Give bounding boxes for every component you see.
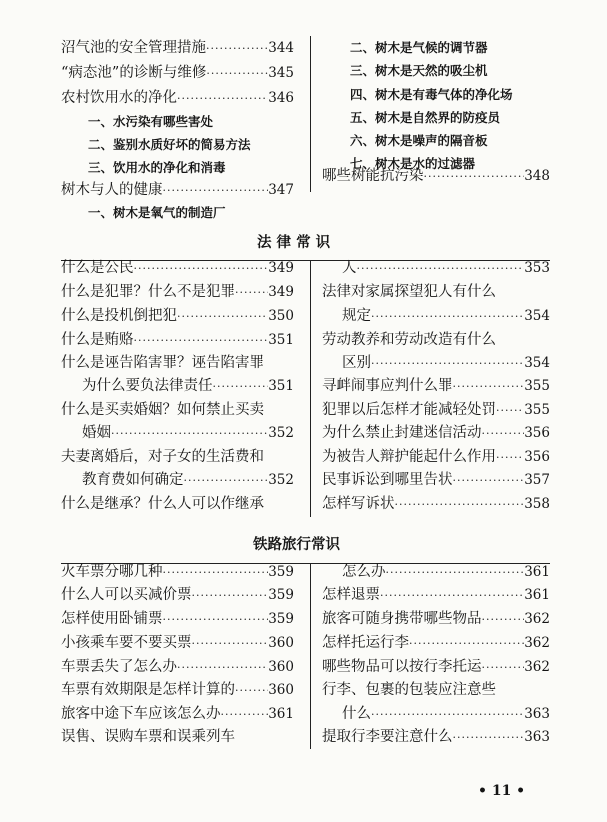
entry-title: 规定 [342, 308, 371, 324]
leader-dots [453, 376, 525, 398]
entry-title: 民事诉讼到哪里告状 [322, 472, 453, 488]
leader-dots [134, 330, 269, 352]
section-title-railway: 铁路旅行常识 [253, 537, 340, 553]
page-folio: • 11 • [478, 783, 526, 799]
entry-title: 五、树木是自然界的防疫员 [350, 110, 501, 125]
page-number: 351 [268, 332, 294, 348]
entry-title: 什么是贿赂 [61, 332, 134, 348]
toc-subentry[interactable] [350, 60, 488, 82]
page-number: 360 [268, 635, 294, 651]
entry-title: 三、树木是天然的吸尘机 [350, 63, 488, 78]
toc-entry[interactable] [61, 584, 294, 606]
page-number: 349 [268, 284, 294, 300]
toc-entry[interactable] [61, 608, 294, 630]
entry-title: 什么是投机倒把犯 [61, 308, 177, 324]
toc-entry-continued[interactable] [342, 305, 550, 327]
entry-title: 农村饮用水的净化 [61, 90, 177, 106]
entry-title: 婚姻 [82, 425, 111, 441]
entry-title: 误售、误购车票和误乘列车 [61, 729, 235, 745]
entry-title: 火车票分哪几种 [61, 564, 163, 580]
page-number: 354 [524, 308, 550, 324]
leader-dots [482, 657, 525, 679]
leader-dots [177, 657, 268, 679]
page-number: 348 [524, 168, 550, 184]
toc-entry[interactable] [61, 656, 294, 678]
toc-entry[interactable] [61, 399, 264, 421]
page-number: 356 [524, 425, 550, 441]
page-number: 357 [524, 472, 550, 488]
toc-subentry[interactable] [88, 111, 213, 133]
leader-dots [371, 306, 524, 328]
page-number: 359 [268, 611, 294, 627]
entry-title: 哪些树能抗污染 [322, 168, 424, 184]
toc-entry-continued[interactable] [82, 469, 294, 491]
toc-entry[interactable] [322, 679, 496, 701]
entry-title: 哪些物品可以按行李托运 [322, 659, 482, 675]
toc-entry[interactable] [322, 281, 496, 303]
leader-dots [235, 282, 268, 304]
entry-title: 为被告人辩护能起什么作用 [322, 449, 496, 465]
entry-title: 旅客中途下车应该怎么办 [61, 706, 221, 722]
toc-subentry[interactable] [88, 202, 226, 224]
page-number: 361 [524, 587, 550, 603]
leader-dots [482, 423, 525, 445]
entry-title: 怎么办 [342, 564, 386, 580]
leader-dots [192, 633, 269, 655]
page-number: 346 [268, 90, 294, 106]
entry-title: 一、树木是氧气的制造厂 [88, 205, 226, 220]
leader-dots [371, 704, 524, 726]
page-number: 352 [268, 472, 294, 488]
toc-entry[interactable] [322, 329, 496, 351]
entry-title: 提取行李要注意什么 [322, 729, 453, 745]
toc-entry[interactable] [61, 329, 294, 351]
page-number: 344 [268, 40, 294, 56]
page-number: 359 [268, 564, 294, 580]
toc-entry[interactable] [322, 656, 550, 678]
leader-dots [482, 609, 525, 631]
toc-entry[interactable] [322, 399, 550, 421]
leader-dots [163, 609, 269, 631]
leader-dots [380, 585, 524, 607]
toc-subentry[interactable] [350, 37, 488, 59]
leader-dots [206, 63, 268, 85]
leader-dots [163, 562, 269, 584]
toc-subentry[interactable] [350, 130, 488, 152]
entry-title: 寻衅闹事应判什么罪 [322, 378, 453, 394]
leader-dots [184, 470, 269, 492]
toc-entry[interactable] [322, 422, 550, 444]
entry-title: 小孩乘车要不要买票 [61, 635, 192, 651]
entry-title: 树木与人的健康 [61, 182, 163, 198]
entry-title: 什么是买卖婚姻？如何禁止买卖 [61, 402, 264, 418]
page-number: 362 [524, 635, 550, 651]
toc-entry-continued[interactable] [342, 257, 550, 279]
entry-title: 行李、包裹的包装应注意些 [322, 682, 496, 698]
entry-title: 什么是诬告陷害罪？诬告陷害罪 [61, 355, 264, 371]
entry-title: 沼气池的安全管理措施 [61, 40, 206, 56]
leader-dots [235, 680, 268, 702]
toc-entry[interactable] [322, 493, 550, 515]
leader-dots [163, 180, 269, 202]
toc-entry[interactable] [61, 305, 294, 327]
leader-dots [453, 470, 525, 492]
toc-entry[interactable] [322, 469, 550, 491]
page-number: 363 [524, 706, 550, 722]
toc-entry[interactable] [61, 726, 235, 748]
toc-entry[interactable] [61, 446, 264, 468]
toc-entry[interactable] [61, 679, 294, 701]
entry-title: 教育费如何确定 [82, 472, 184, 488]
toc-subentry[interactable] [350, 84, 513, 106]
page-number: 358 [524, 496, 550, 512]
page-number: 363 [524, 729, 550, 745]
entry-title: 什么是犯罪？什么不是犯罪 [61, 284, 235, 300]
entry-title: 车票丢失了怎么办 [61, 659, 177, 675]
entry-title: 怎样使用卧铺票 [61, 611, 163, 627]
page-number: 355 [524, 402, 550, 418]
toc-entry[interactable] [61, 62, 294, 84]
leader-dots [409, 633, 524, 655]
page-number: 355 [524, 378, 550, 394]
entry-title: 夫妻离婚后，对子女的生活费和 [61, 449, 264, 465]
entry-title: 为什么禁止封建迷信活动 [322, 425, 482, 441]
leader-dots [192, 585, 269, 607]
leader-dots [111, 423, 268, 445]
entry-title: 什么 [342, 706, 371, 722]
toc-entry[interactable] [61, 352, 264, 374]
leader-dots [177, 306, 268, 328]
leader-dots [386, 562, 525, 584]
leader-dots [496, 447, 524, 469]
toc-entry[interactable] [322, 375, 550, 397]
toc-entry-continued[interactable] [342, 352, 550, 374]
leader-dots [213, 376, 269, 398]
leader-dots [371, 353, 524, 375]
page-number: 361 [268, 706, 294, 722]
toc-entry[interactable] [322, 584, 550, 606]
page-number: 350 [268, 308, 294, 324]
entry-title: 什么是继承？什么人可以作继承 [61, 496, 264, 512]
toc-entry[interactable] [61, 179, 294, 201]
leader-dots [357, 258, 525, 280]
section-title-law: 法 律 常 识 [257, 235, 331, 251]
toc-entry[interactable] [322, 608, 550, 630]
toc-entry[interactable] [322, 446, 550, 468]
toc-entry[interactable] [61, 257, 294, 279]
page-number: 347 [268, 182, 294, 198]
toc-entry[interactable] [61, 37, 294, 59]
column-divider [310, 260, 311, 517]
entry-title: 犯罪以后怎样才能减轻处罚 [322, 402, 496, 418]
leader-dots [134, 258, 269, 280]
page-number: 349 [268, 260, 294, 276]
page-number: 362 [524, 659, 550, 675]
entry-title: 七、树木是水的过滤器 [350, 156, 476, 171]
column-divider [310, 36, 311, 192]
entry-title: 什么是公民 [61, 260, 134, 276]
entry-title: 怎样写诉状 [322, 496, 395, 512]
toc-entry[interactable] [61, 632, 294, 654]
entry-title: 车票有效期限是怎样计算的 [61, 682, 235, 698]
page-number: 362 [524, 611, 550, 627]
entry-title: 劳动教养和劳动改造有什么 [322, 332, 496, 348]
toc-entry-continued[interactable] [342, 703, 550, 725]
entry-title: 四、树木是有毒气体的净化场 [350, 87, 513, 102]
page-number: 360 [268, 682, 294, 698]
entry-title: 一、水污染有哪些害处 [88, 114, 214, 129]
leader-dots [395, 494, 525, 516]
entry-title: 怎样托运行李 [322, 635, 409, 651]
toc-subentry[interactable] [350, 107, 500, 129]
entry-title: 为什么要负法律责任 [82, 378, 213, 394]
entry-title: “病态池”的诊断与维修 [61, 65, 207, 81]
toc-entry[interactable] [61, 561, 294, 583]
page-number: 356 [524, 449, 550, 465]
page-number: 361 [524, 564, 550, 580]
page-number: 359 [268, 587, 294, 603]
leader-dots [496, 400, 524, 422]
entry-title: 二、树木是气候的调节器 [350, 40, 488, 55]
leader-dots [206, 38, 268, 60]
page-number: 351 [268, 378, 294, 394]
page-number: 353 [524, 260, 550, 276]
entry-title: 六、树木是噪声的隔音板 [350, 133, 488, 148]
toc-entry[interactable] [61, 87, 294, 109]
entry-title: 二、鉴别水质好坏的简易方法 [88, 137, 251, 152]
toc-entry[interactable] [322, 726, 550, 748]
toc-entry[interactable] [61, 703, 294, 725]
leader-dots [221, 704, 269, 726]
toc-entry-continued[interactable] [342, 561, 550, 583]
entry-title: 人 [342, 260, 357, 276]
toc-entry-continued[interactable] [82, 422, 294, 444]
leader-dots [177, 88, 268, 110]
entry-title: 怎样退票 [322, 587, 380, 603]
page-number: 360 [268, 659, 294, 675]
toc-entry[interactable] [322, 165, 550, 187]
entry-title: 什么人可以买减价票 [61, 587, 192, 603]
toc-subentry[interactable] [88, 157, 226, 179]
toc-entry-continued[interactable] [82, 375, 294, 397]
entry-title: 旅客可随身携带哪些物品 [322, 611, 482, 627]
entry-title: 区别 [342, 355, 371, 371]
toc-entry[interactable] [61, 281, 294, 303]
toc-entry[interactable] [61, 493, 264, 515]
page-number: 352 [268, 425, 294, 441]
toc-subentry[interactable] [88, 134, 251, 156]
leader-dots [453, 727, 525, 749]
column-divider [310, 563, 311, 749]
leader-dots [424, 166, 525, 188]
page-number: 354 [524, 355, 550, 371]
entry-title: 三、饮用水的净化和消毒 [88, 160, 226, 175]
toc-entry[interactable] [322, 632, 550, 654]
entry-title: 法律对家属探望犯人有什么 [322, 284, 496, 300]
page-number: 345 [268, 65, 294, 81]
